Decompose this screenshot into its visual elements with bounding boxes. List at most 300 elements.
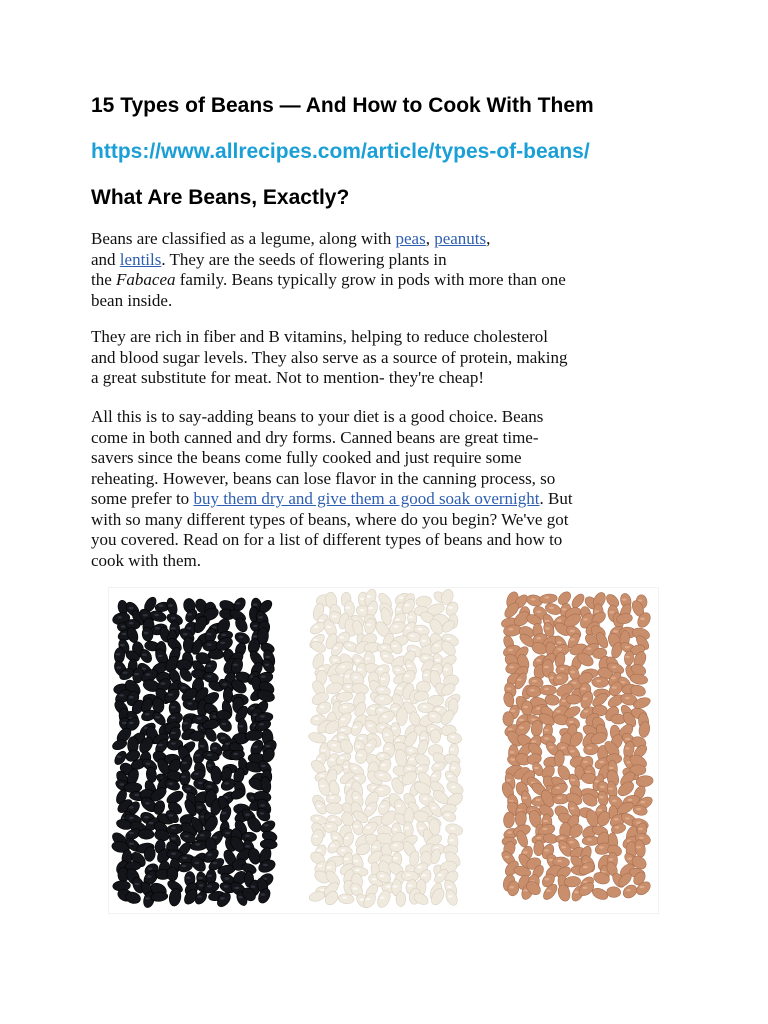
- bean-highlight: [392, 708, 397, 710]
- bean-highlight: [395, 619, 400, 621]
- bean-highlight: [182, 857, 187, 859]
- bean-highlight: [569, 841, 574, 843]
- bean-highlight: [353, 887, 358, 889]
- bean-highlight: [625, 817, 630, 819]
- bean-highlight: [147, 875, 152, 877]
- bean-highlight: [207, 754, 212, 756]
- bean-highlight: [570, 630, 575, 632]
- bean-highlight: [135, 883, 140, 885]
- bean-highlight: [146, 673, 151, 675]
- bean-highlight: [134, 673, 139, 675]
- text-line: savers since the beans come fully cooked and just require some: [91, 448, 522, 467]
- bean-highlight: [408, 616, 413, 618]
- beans-photo: [108, 587, 659, 914]
- bean: [396, 892, 406, 907]
- bean-highlight: [406, 874, 411, 876]
- bean-highlight: [583, 761, 588, 763]
- bean-highlight: [321, 749, 326, 751]
- bean-highlight: [609, 767, 614, 769]
- bean-highlight: [224, 877, 229, 879]
- bean-highlight: [117, 666, 122, 668]
- bean-highlight: [238, 896, 243, 898]
- bean-highlight: [418, 628, 423, 630]
- bean-highlight: [448, 775, 453, 777]
- bean-highlight: [198, 782, 203, 784]
- bean-highlight: [561, 747, 566, 749]
- bean-highlight: [395, 669, 400, 671]
- bean-highlight: [129, 843, 134, 845]
- bean-highlight: [333, 647, 338, 649]
- bean-highlight: [421, 640, 426, 642]
- beans-illustration: [109, 588, 658, 913]
- bean-highlight: [544, 688, 549, 690]
- bean: [208, 650, 224, 660]
- bean-highlight: [396, 608, 401, 610]
- bean-highlight: [330, 797, 335, 799]
- bean-highlight: [129, 806, 134, 808]
- bean-highlight: [145, 897, 150, 899]
- bean-highlight: [183, 722, 188, 724]
- bean-highlight: [519, 719, 524, 721]
- bean-highlight: [360, 609, 365, 611]
- bean-highlight: [159, 605, 164, 607]
- bean-highlight: [449, 839, 454, 841]
- bean-highlight: [343, 706, 348, 708]
- bean-highlight: [382, 646, 387, 648]
- italic-term: Fabacea: [116, 270, 176, 289]
- bean-highlight: [531, 598, 536, 600]
- bean-highlight: [220, 642, 225, 644]
- bean-highlight: [261, 676, 266, 678]
- bean-highlight: [625, 697, 630, 699]
- bean-highlight: [353, 767, 358, 769]
- bean-highlight: [407, 665, 412, 667]
- bean-highlight: [186, 788, 191, 790]
- bean-highlight: [597, 809, 602, 811]
- bean-highlight: [168, 814, 173, 816]
- text-run: family. Beans typically grow in pods with more than one: [175, 270, 566, 289]
- bean-highlight: [251, 886, 256, 888]
- bean-highlight: [168, 783, 173, 785]
- bean-highlight: [507, 831, 512, 833]
- bean-highlight: [608, 788, 613, 790]
- text-run: the: [91, 270, 117, 289]
- bean-highlight: [587, 747, 592, 749]
- bean-highlight: [372, 878, 377, 880]
- bean-highlight: [171, 706, 176, 708]
- bean-highlight: [612, 686, 617, 688]
- bean-highlight: [198, 877, 203, 879]
- bean-highlight: [129, 722, 134, 724]
- bean-highlight: [120, 644, 125, 646]
- bean-highlight: [625, 738, 630, 740]
- bean-highlight: [437, 874, 442, 876]
- soak-overnight-link[interactable]: buy them dry and give them a good soak overnight: [193, 489, 540, 508]
- text-line: with so many different types of beans, where do you begin? We've got: [91, 509, 569, 529]
- bean-highlight: [171, 732, 176, 734]
- text-line: and blood sugar levels. They also serve as a source of protein, making: [91, 347, 568, 367]
- bean-highlight: [397, 687, 402, 689]
- bean-highlight: [596, 680, 601, 682]
- bean-highlight: [253, 635, 258, 637]
- bean-highlight: [143, 614, 148, 616]
- bean-highlight: [353, 676, 358, 678]
- bean-highlight: [119, 694, 124, 696]
- bean-highlight: [245, 835, 250, 837]
- bean-highlight: [587, 647, 592, 649]
- bean-highlight: [556, 710, 561, 712]
- bean: [326, 803, 344, 815]
- bean-highlight: [326, 626, 331, 628]
- bean-highlight: [171, 853, 176, 855]
- bean-highlight: [572, 682, 577, 684]
- bean-highlight: [446, 638, 451, 640]
- bean-highlight: [536, 637, 541, 639]
- bean-highlight: [258, 616, 263, 618]
- bean-highlight: [599, 761, 604, 763]
- bean-highlight: [546, 890, 551, 892]
- bean-highlight: [355, 777, 360, 779]
- bean-highlight: [187, 613, 192, 615]
- bean-highlight: [224, 885, 229, 887]
- bean-highlight: [366, 826, 371, 828]
- bean-highlight: [122, 722, 127, 724]
- bean-highlight: [405, 675, 410, 677]
- bean-highlight: [315, 817, 320, 819]
- text-run: . They are the seeds of flowering plants in: [161, 249, 447, 269]
- bean-highlight: [611, 677, 616, 679]
- bean-highlight: [327, 866, 332, 868]
- bean-highlight: [195, 754, 200, 756]
- bean-highlight: [410, 635, 415, 637]
- bean-highlight: [181, 687, 186, 689]
- bean-highlight: [544, 849, 549, 851]
- text-line: a great substitute for meat. Not to mention- they're cheap!: [91, 368, 484, 387]
- bean-highlight: [510, 751, 515, 753]
- bean-highlight: [405, 604, 410, 606]
- bean-highlight: [408, 885, 413, 887]
- bean-highlight: [640, 618, 645, 620]
- bean-highlight: [314, 718, 319, 720]
- paragraph-intro: [91, 229, 681, 311]
- bean-highlight: [615, 826, 620, 828]
- bean-highlight: [445, 814, 450, 816]
- bean-highlight: [543, 828, 548, 830]
- bean-highlight: [332, 615, 337, 617]
- bean-highlight: [239, 725, 244, 727]
- bean-highlight: [319, 619, 324, 621]
- bean-highlight: [417, 866, 422, 868]
- bean-highlight: [519, 726, 524, 728]
- bean-highlight: [509, 666, 514, 668]
- bean-highlight: [222, 812, 227, 814]
- bean-highlight: [380, 897, 385, 899]
- bean-highlight: [508, 728, 513, 730]
- bean-highlight: [614, 818, 619, 820]
- bean-highlight: [622, 598, 627, 600]
- bean-highlight: [171, 627, 176, 629]
- bean-highlight: [510, 758, 515, 760]
- peas-link[interactable]: peas: [395, 229, 426, 248]
- bean-highlight: [265, 664, 270, 666]
- bean: [592, 677, 609, 688]
- bean-highlight: [158, 655, 163, 657]
- bean-column: [499, 589, 654, 903]
- bean-highlight: [365, 657, 370, 659]
- article-title: 15 Types of Beans — And How to Cook With Them: [91, 94, 594, 117]
- bean-highlight: [420, 737, 425, 739]
- bean-highlight: [222, 683, 227, 685]
- bean-highlight: [628, 799, 633, 801]
- bean-highlight: [265, 656, 270, 658]
- bean-highlight: [583, 866, 588, 868]
- bean-highlight: [368, 607, 373, 609]
- bean-highlight: [609, 858, 614, 860]
- bean: [539, 593, 558, 604]
- bean-highlight: [117, 756, 122, 758]
- bean-highlight: [233, 664, 238, 666]
- bean-highlight: [354, 860, 359, 862]
- bean-highlight: [207, 853, 212, 855]
- bean-highlight: [531, 740, 536, 742]
- bean-highlight: [612, 800, 617, 802]
- bean-highlight: [557, 860, 562, 862]
- bean-highlight: [447, 886, 452, 888]
- bean-highlight: [154, 614, 159, 616]
- bean-highlight: [435, 659, 440, 661]
- bean-highlight: [380, 755, 385, 757]
- bean-highlight: [366, 624, 371, 626]
- bean-highlight: [327, 825, 332, 827]
- bean-highlight: [320, 706, 325, 708]
- bean-highlight: [144, 632, 149, 634]
- bean: [326, 794, 341, 803]
- bean-highlight: [186, 877, 191, 879]
- bean-highlight: [207, 885, 212, 887]
- bean-highlight: [161, 682, 166, 684]
- bean-highlight: [341, 718, 346, 720]
- peanuts-link[interactable]: peanuts: [434, 229, 487, 248]
- bean-highlight: [385, 748, 390, 750]
- bean-highlight: [392, 645, 397, 647]
- bean-highlight: [380, 805, 385, 807]
- bean-highlight: [357, 754, 362, 756]
- bean-highlight: [544, 666, 549, 668]
- bean-highlight: [545, 627, 550, 629]
- bean-highlight: [171, 837, 176, 839]
- bean-highlight: [320, 889, 325, 891]
- bean-highlight: [340, 666, 345, 668]
- bean-highlight: [534, 767, 539, 769]
- bean-highlight: [368, 724, 373, 726]
- bean-highlight: [557, 641, 562, 643]
- bean-highlight: [318, 865, 323, 867]
- bean-highlight: [434, 644, 439, 646]
- bean-highlight: [396, 805, 401, 807]
- text-line: cook with them.: [91, 550, 202, 570]
- bean-highlight: [200, 745, 205, 747]
- bean-highlight: [119, 783, 124, 785]
- bean-highlight: [194, 862, 199, 864]
- bean-highlight: [142, 654, 147, 656]
- bean-highlight: [384, 734, 389, 736]
- bean-highlight: [342, 896, 347, 898]
- bean-highlight: [557, 676, 562, 678]
- bean-highlight: [353, 726, 358, 728]
- bean-highlight: [197, 717, 202, 719]
- bean-highlight: [245, 814, 250, 816]
- bean-highlight: [314, 835, 319, 837]
- bean: [606, 886, 621, 898]
- text-run: ,: [425, 229, 435, 248]
- bean-highlight: [129, 607, 134, 609]
- bean-highlight: [319, 774, 324, 776]
- text-run: . But: [539, 489, 573, 508]
- bean-highlight: [148, 868, 153, 870]
- text-line: reheating. However, beans can lose flavor in the canning process, so: [91, 468, 556, 488]
- bean-highlight: [570, 807, 575, 809]
- bean-highlight: [145, 802, 150, 804]
- bean-highlight: [559, 837, 564, 839]
- bean-highlight: [358, 669, 363, 671]
- bean-highlight: [531, 718, 536, 720]
- bean-highlight: [587, 838, 592, 840]
- bean-highlight: [261, 765, 266, 767]
- bean-highlight: [636, 846, 641, 848]
- bean-highlight: [544, 729, 549, 731]
- text-line: come in both canned and dry forms. Canned beans are great time-: [91, 427, 539, 447]
- bean-highlight: [450, 827, 455, 829]
- bean-highlight: [537, 837, 542, 839]
- bean-highlight: [451, 767, 456, 769]
- bean-highlight: [532, 680, 537, 682]
- text-line: They are rich in fiber and B vitamins, helping to reduce cholesterol: [91, 327, 548, 346]
- bean-highlight: [379, 697, 384, 699]
- text-line: you covered. Read on for a list of different types of beans and how to: [91, 530, 563, 549]
- bean-highlight: [245, 845, 250, 847]
- bean-highlight: [317, 805, 322, 807]
- bean-highlight: [266, 745, 271, 747]
- bean-highlight: [359, 737, 364, 739]
- bean-highlight: [171, 742, 176, 744]
- bean: [564, 876, 581, 888]
- bean-highlight: [549, 746, 554, 748]
- bean-highlight: [422, 706, 427, 708]
- bean-highlight: [506, 688, 511, 690]
- bean-highlight: [393, 828, 398, 830]
- bean-highlight: [213, 836, 218, 838]
- bean-highlight: [212, 747, 217, 749]
- bean-highlight: [627, 858, 632, 860]
- bean: [430, 729, 441, 744]
- bean-highlight: [213, 862, 218, 864]
- bean-highlight: [171, 717, 176, 719]
- bean-highlight: [199, 884, 204, 886]
- bean-highlight: [207, 643, 212, 645]
- bean-highlight: [383, 655, 388, 657]
- text-line: [91, 270, 681, 291]
- bean-highlight: [129, 696, 134, 698]
- bean-highlight: [594, 780, 599, 782]
- bean-highlight: [444, 668, 449, 670]
- text-run: ,: [486, 229, 491, 248]
- bean-highlight: [544, 596, 549, 598]
- bean-highlight: [355, 869, 360, 871]
- bean-highlight: [264, 824, 269, 826]
- bean-highlight: [253, 746, 258, 748]
- bean-highlight: [360, 598, 365, 600]
- bean-highlight: [436, 708, 441, 710]
- text-line: All this is to say-adding beans to your diet is a good choice. Beans: [91, 407, 544, 426]
- bean-highlight: [320, 785, 325, 787]
- bean-highlight: [346, 607, 351, 609]
- bean-highlight: [339, 736, 344, 738]
- bean-highlight: [570, 779, 575, 781]
- bean-highlight: [599, 796, 604, 798]
- bean-highlight: [379, 688, 384, 690]
- bean-highlight: [330, 759, 335, 761]
- bean-highlight: [182, 762, 187, 764]
- bean-highlight: [570, 750, 575, 752]
- bean-highlight: [129, 817, 134, 819]
- bean-highlight: [149, 822, 154, 824]
- bean-highlight: [313, 639, 318, 641]
- bean-highlight: [220, 897, 225, 899]
- bean-highlight: [379, 788, 384, 790]
- text-run: Beans are classified as a legume, along with: [91, 229, 396, 248]
- bean-highlight: [341, 849, 346, 851]
- bean-highlight: [543, 820, 548, 822]
- bean-highlight: [340, 757, 345, 759]
- bean-highlight: [409, 758, 414, 760]
- bean-highlight: [146, 763, 151, 765]
- bean-highlight: [569, 721, 574, 723]
- bean-highlight: [260, 893, 265, 895]
- bean-highlight: [344, 766, 349, 768]
- bean-highlight: [168, 693, 173, 695]
- bean: [416, 596, 432, 608]
- bean-highlight: [367, 744, 372, 746]
- bean-highlight: [409, 749, 414, 751]
- bean-highlight: [536, 799, 541, 801]
- bean-highlight: [517, 679, 522, 681]
- bean-highlight: [367, 595, 372, 597]
- bean-highlight: [345, 675, 350, 677]
- bean-highlight: [236, 602, 241, 604]
- bean-highlight: [431, 807, 436, 809]
- bean-column: [307, 588, 465, 910]
- bean-highlight: [536, 707, 541, 709]
- bean-highlight: [379, 709, 384, 711]
- bean-highlight: [195, 843, 200, 845]
- bean-highlight: [222, 723, 227, 725]
- bean: [540, 685, 557, 695]
- bean-highlight: [609, 611, 614, 613]
- bean-highlight: [225, 743, 230, 745]
- bean-highlight: [626, 889, 631, 891]
- bean-highlight: [317, 758, 322, 760]
- bean-highlight: [522, 797, 527, 799]
- bean-highlight: [549, 607, 554, 609]
- source-url-link[interactable]: https://www.allrecipes.com/article/types-of-beans/: [91, 140, 590, 163]
- lentils-link[interactable]: lentils: [119, 249, 162, 269]
- bean-highlight: [639, 837, 644, 839]
- bean-highlight: [640, 801, 645, 803]
- bean-highlight: [371, 786, 376, 788]
- bean-highlight: [448, 606, 453, 608]
- bean-highlight: [207, 875, 212, 877]
- bean-highlight: [381, 764, 386, 766]
